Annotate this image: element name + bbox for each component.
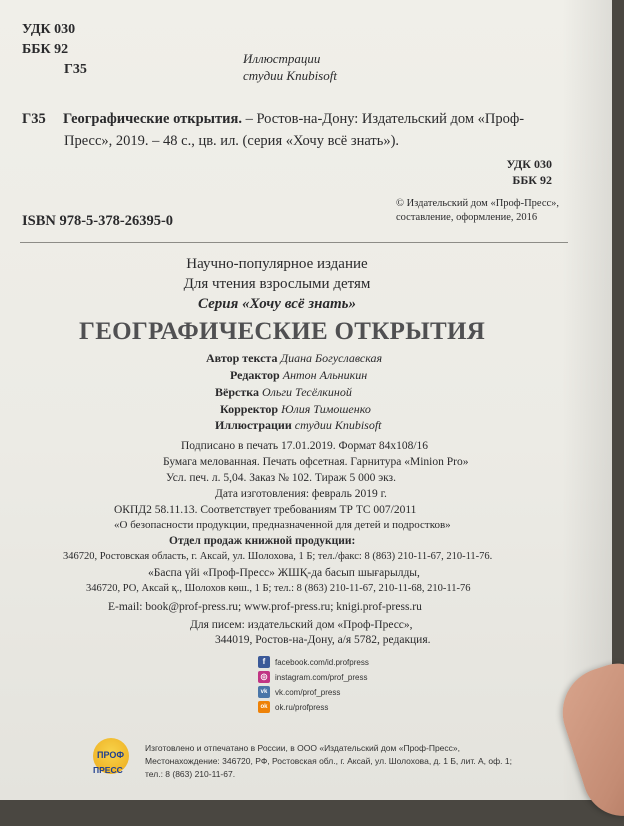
card-line-1 <box>22 111 524 128</box>
vk-icon: vk <box>258 686 270 698</box>
logo-text-top: ПРОФ <box>97 750 125 760</box>
imprint-okpd: ОКПД2 58.11.13. Соответствует требованиям ТР ТС 007/2011 <box>114 504 417 516</box>
card-publisher: – Ростов-на-Дону: Издательский дом «Проф- <box>245 111 525 127</box>
copyright-line-1: © Издательский дом «Проф-Пресс», <box>396 198 560 209</box>
edition-type: Научно-популярное издание <box>186 256 368 272</box>
logo-text-bottom: ПРЕСС <box>93 765 123 775</box>
card-title: Географические открытия. <box>62 111 242 127</box>
social-instagram[interactable]: ◎ instagram.com/prof_press <box>258 670 367 684</box>
author-sign: Г35 <box>64 62 87 77</box>
illustrations-studio: студии Knubisoft <box>243 68 337 83</box>
sales-heading: Отдел продаж книжной продукции: <box>169 535 356 547</box>
imprint-sheets: Усл. печ. л. 5,04. Заказ № 102. Тираж 5 000 экз. <box>166 472 396 484</box>
instagram-icon: ◎ <box>258 671 270 683</box>
kz-line-2: 346720, РО, Аксай қ., Шолохов көш., 1 Б; тел.: 8 (863) 210-11-67, 210-11-68, 210-11-76 <box>86 583 471 594</box>
social-ok[interactable]: ok ok.ru/profpress <box>258 700 328 714</box>
udk-code: УДК 030 <box>22 22 76 37</box>
credit-layout: Вёрстка Ольги Тесёлкиной <box>215 385 352 399</box>
card-udk: УДК 030 <box>506 157 552 171</box>
copyright-line-2: составление, оформление, 2016 <box>396 212 538 223</box>
bbk-code: ББК 92 <box>22 42 69 57</box>
credit-illustrations: Иллюстрации студии Knubisoft <box>215 418 382 432</box>
card-code: Г35 <box>22 111 46 127</box>
imprint-made: Дата изготовления: февраль 2019 г. <box>215 488 387 500</box>
odnoklassniki-icon: ok <box>258 701 270 713</box>
footer-line-1: Изготовлено и отпечатано в России, в ООО «Издательский дом «Проф-Пресс», <box>145 743 461 753</box>
social-vk[interactable]: vk vk.com/prof_press <box>258 685 340 699</box>
isbn: ISBN 978-5-378-26395-0 <box>22 213 174 229</box>
illustrations-label: Иллюстрации <box>243 51 321 66</box>
credit-author: Автор текста Диана Богуславская <box>206 351 383 365</box>
letters-line-2: 344019, Ростов-на-Дону, а/я 5782, редакция. <box>215 634 431 646</box>
edition-audience: Для чтения взрослыми детям <box>183 276 371 292</box>
main-title: ГЕОГРАФИЧЕСКИЕ ОТКРЫТИЯ <box>79 318 486 345</box>
series-name: Серия «Хочу всё знать» <box>198 296 356 312</box>
imprint-paper: Бумага мелованная. Печать офсетная. Гарнитура «Minion Pro» <box>163 456 469 468</box>
card-bbk: ББК 92 <box>512 173 552 187</box>
sales-address: 346720, Ростовская область, г. Аксай, ул. Шолохова, 1 Б; тел./факс: 8 (863) 210-11-67, 210-11-76. <box>63 551 493 562</box>
social-facebook[interactable]: f facebook.com/id.profpress <box>258 655 369 669</box>
imprint-safety: «О безопасности продукции, предназначенной для детей и подростков» <box>114 519 451 531</box>
footer-line-3: тел.: 8 (863) 210-11-67. <box>145 769 236 779</box>
email-web: E-mail: book@prof-press.ru; www.prof-press.ru; knigi.prof-press.ru <box>108 601 422 613</box>
imprint-signed: Подписано в печать 17.01.2019. Формат 84x108/16 <box>181 440 429 452</box>
card-line-2: Пресс», 2019. – 48 с., цв. ил. (серия «Хочу всё знать»). <box>64 133 400 149</box>
credit-proofreader: Корректор Юлия Тимошенко <box>220 402 371 416</box>
facebook-icon: f <box>258 656 270 668</box>
credit-editor: Редактор Антон Альникин <box>230 368 368 382</box>
letters-line-1: Для писем: издательский дом «Проф-Пресс», <box>190 619 413 631</box>
divider <box>20 242 568 243</box>
footer-line-2: Местонахождение: 346720, РФ, Ростовская обл., г. Аксай, ул. Шолохова, д. 1 Б, лит. А, оф. 1; <box>145 756 512 766</box>
kz-line-1: «Баспа үйі «Проф-Пресс» ЖШҚ-да басып шығарылды, <box>148 567 420 579</box>
